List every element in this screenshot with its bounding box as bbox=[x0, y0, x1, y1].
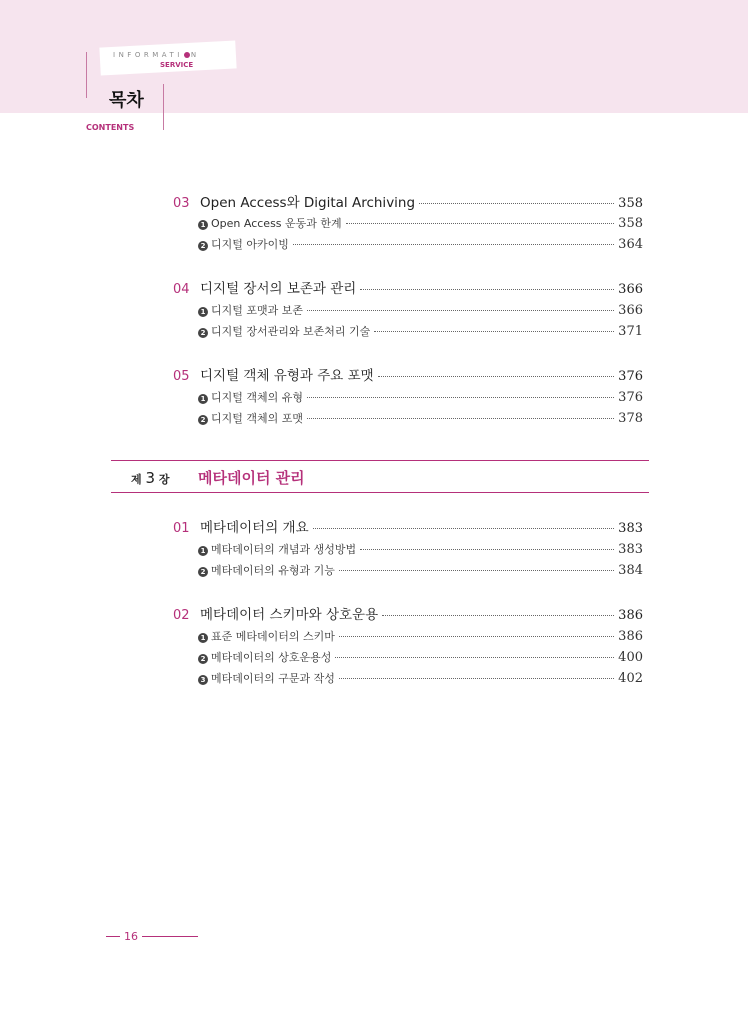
bullet-number-icon: 2 bbox=[198, 241, 208, 251]
item-page: 384 bbox=[618, 563, 643, 578]
bullet-number-icon: 1 bbox=[198, 633, 208, 643]
item-title: 메타데이터의 유형과 기능 bbox=[211, 564, 335, 577]
section-page: 383 bbox=[618, 521, 643, 536]
leader-dots bbox=[360, 549, 614, 550]
item-page: 376 bbox=[618, 390, 643, 405]
leader-dots bbox=[339, 678, 614, 679]
toc-item[interactable] bbox=[198, 410, 643, 426]
header-divider-left bbox=[86, 52, 87, 98]
leader-dots bbox=[339, 636, 614, 637]
toc-section[interactable] bbox=[173, 516, 643, 536]
toc-item[interactable] bbox=[198, 541, 643, 557]
section-title: 메타데이터 스키마와 상호운용 bbox=[200, 607, 379, 623]
item-page: 364 bbox=[618, 237, 643, 252]
toc-item[interactable] bbox=[198, 562, 643, 578]
section-page: 358 bbox=[618, 196, 643, 211]
chapter-label: 제 3 장 bbox=[131, 469, 170, 487]
item-page: 386 bbox=[618, 629, 643, 644]
item-title: 디지털 포맷과 보존 bbox=[211, 304, 304, 317]
toc-item[interactable] bbox=[198, 389, 643, 405]
bullet-number-icon: 1 bbox=[198, 220, 208, 230]
item-title: 메타데이터의 상호운용성 bbox=[211, 651, 332, 664]
item-title: 메타데이터의 구문과 작성 bbox=[211, 672, 335, 685]
section-page: 386 bbox=[618, 608, 643, 623]
section-title: 메타데이터의 개요 bbox=[200, 520, 309, 536]
leader-dots bbox=[313, 528, 615, 529]
series-tag-service: SERVICE bbox=[160, 61, 194, 69]
toc-section[interactable] bbox=[173, 191, 643, 211]
toc-section[interactable] bbox=[173, 277, 643, 297]
section-title: 디지털 장서의 보존과 관리 bbox=[200, 281, 357, 297]
item-title: 디지털 객체의 포맷 bbox=[211, 412, 304, 425]
leader-dots bbox=[419, 203, 614, 204]
leader-dots bbox=[293, 244, 614, 245]
section-number: 05 bbox=[173, 369, 190, 384]
section-number: 03 bbox=[173, 196, 190, 211]
bullet-number-icon: 2 bbox=[198, 567, 208, 577]
leader-dots bbox=[339, 570, 614, 571]
leader-dots bbox=[382, 615, 614, 616]
chapter-rule-bottom bbox=[111, 492, 649, 493]
toc-item[interactable] bbox=[198, 628, 643, 644]
leader-dots bbox=[307, 418, 614, 419]
page-title: 목차 bbox=[109, 90, 144, 111]
bullet-number-icon: 1 bbox=[198, 307, 208, 317]
series-tag-information: INFORMATI N bbox=[113, 51, 200, 59]
toc-item[interactable] bbox=[198, 649, 643, 665]
header-divider-right bbox=[163, 84, 164, 130]
section-number: 01 bbox=[173, 521, 190, 536]
toc-item[interactable] bbox=[198, 323, 643, 339]
footer-rule-right bbox=[142, 936, 198, 937]
item-title: Open Access 운동과 한계 bbox=[211, 217, 342, 230]
chapter-rule-top bbox=[111, 460, 649, 461]
toc-item[interactable] bbox=[198, 215, 643, 231]
toc-item[interactable] bbox=[198, 236, 643, 252]
item-title: 디지털 객체의 유형 bbox=[211, 391, 304, 404]
toc-section[interactable] bbox=[173, 603, 643, 623]
leader-dots bbox=[307, 310, 614, 311]
section-number: 04 bbox=[173, 282, 190, 297]
leader-dots bbox=[360, 289, 614, 290]
item-title: 디지털 장서관리와 보존처리 기술 bbox=[211, 325, 371, 338]
item-page: 378 bbox=[618, 411, 643, 426]
contents-label: CONTENTS bbox=[86, 123, 135, 132]
item-page: 383 bbox=[618, 542, 643, 557]
toc-item[interactable] bbox=[198, 670, 643, 686]
item-page: 402 bbox=[618, 671, 643, 686]
item-title: 표준 메타데이터의 스키마 bbox=[211, 630, 335, 643]
item-title: 디지털 아카이빙 bbox=[211, 238, 289, 251]
item-page: 400 bbox=[618, 650, 643, 665]
bullet-number-icon: 2 bbox=[198, 415, 208, 425]
bullet-number-icon: 2 bbox=[198, 328, 208, 338]
bullet-number-icon: 1 bbox=[198, 394, 208, 404]
footer-rule-left bbox=[106, 936, 120, 937]
bullet-number-icon: 2 bbox=[198, 654, 208, 664]
leader-dots bbox=[346, 223, 615, 224]
page-footer bbox=[106, 930, 198, 943]
section-title: 디지털 객체 유형과 주요 포맷 bbox=[200, 368, 374, 384]
page-number: 16 bbox=[124, 930, 138, 943]
section-page: 366 bbox=[618, 282, 643, 297]
chapter-title[interactable]: 메타데이터 관리 bbox=[198, 469, 305, 487]
section-number: 02 bbox=[173, 608, 190, 623]
leader-dots bbox=[307, 397, 614, 398]
leader-dots bbox=[335, 657, 614, 658]
section-title: Open Access와 Digital Archiving bbox=[200, 195, 416, 211]
item-page: 366 bbox=[618, 303, 643, 318]
bullet-number-icon: 3 bbox=[198, 675, 208, 685]
bullet-number-icon: 1 bbox=[198, 546, 208, 556]
item-page: 358 bbox=[618, 216, 643, 231]
item-title: 메타데이터의 개념과 생성방법 bbox=[211, 543, 357, 556]
section-page: 376 bbox=[618, 369, 643, 384]
leader-dots bbox=[374, 331, 614, 332]
tag-dot-icon bbox=[184, 52, 190, 58]
toc-section[interactable] bbox=[173, 364, 643, 384]
item-page: 371 bbox=[618, 324, 643, 339]
leader-dots bbox=[378, 376, 615, 377]
toc-item[interactable] bbox=[198, 302, 643, 318]
